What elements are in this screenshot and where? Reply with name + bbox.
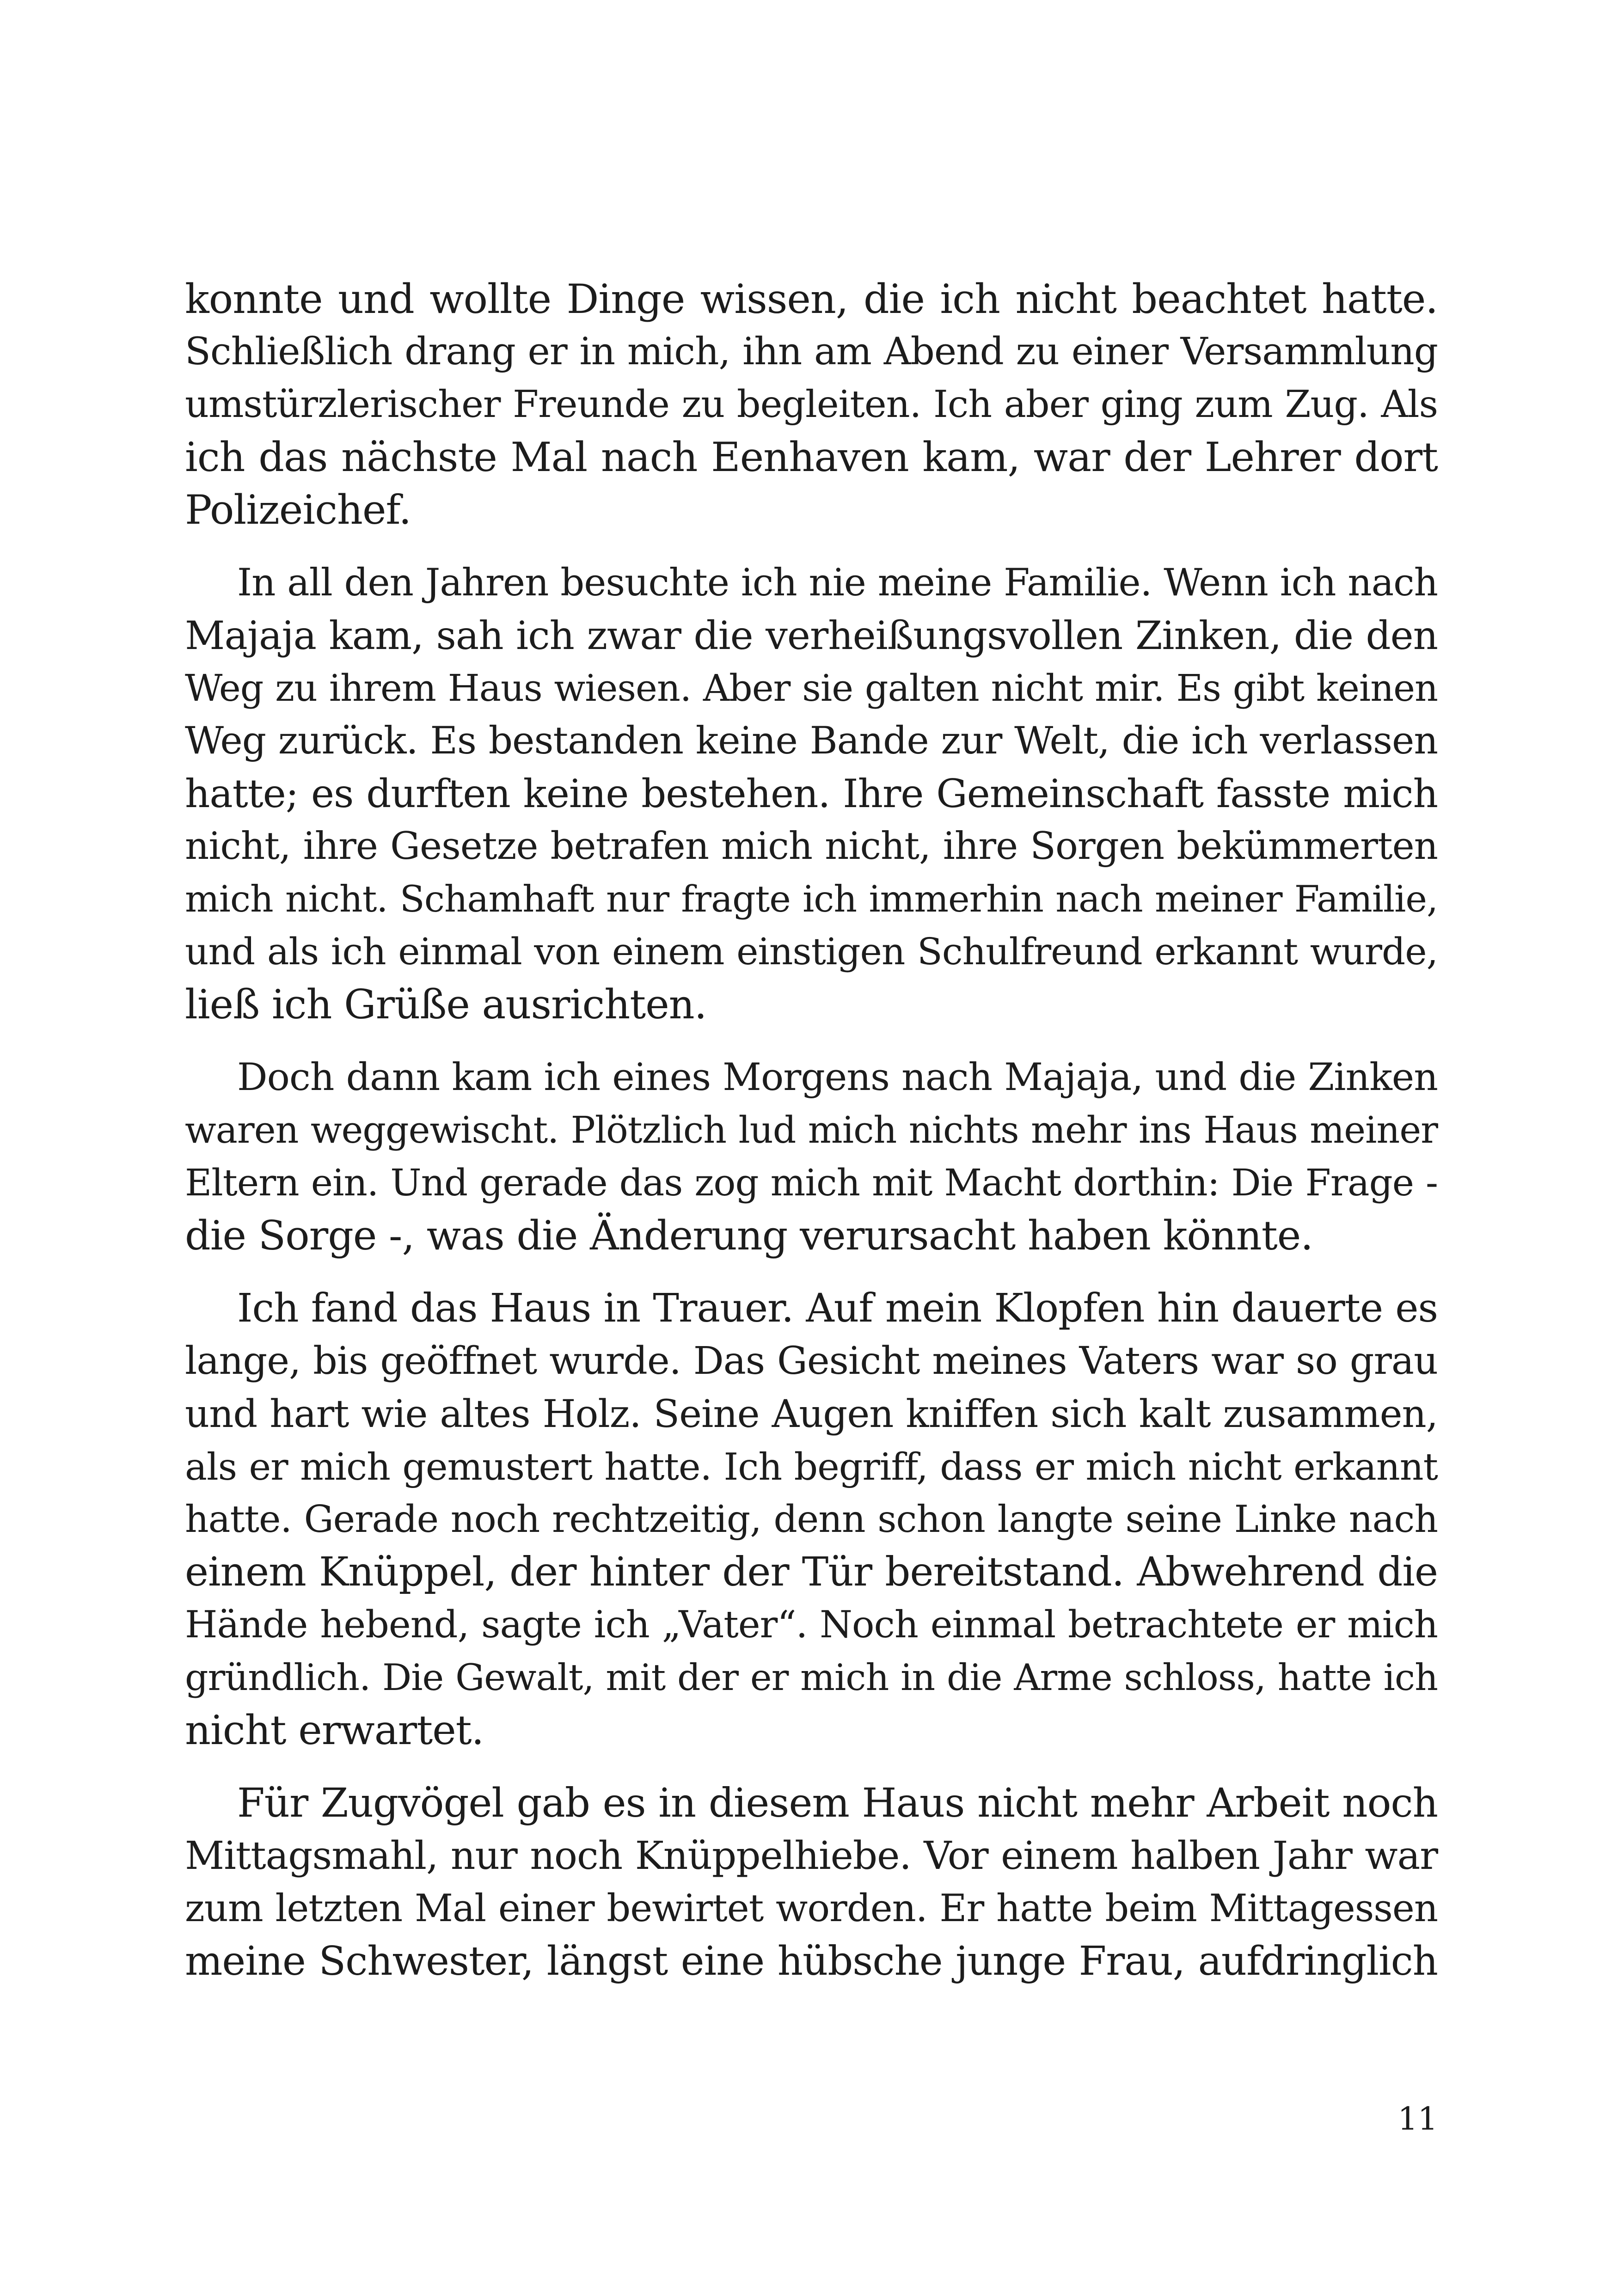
text-line: gründlich. Die Gewalt, mit der er mich in die Arme schloss, hatte ich [185, 1656, 1438, 1699]
text-line: als er mich gemustert hatte. Ich begriff, dass er mich nicht erkannt [185, 1445, 1438, 1488]
text-line: Weg zu ihrem Haus wiesen. Aber sie galten nicht mir. Es gibt keinen [185, 667, 1438, 710]
text-line: konnte und wollte Dinge wissen, die ich nicht beachtet hatte. [185, 276, 1438, 323]
text-line: Schließlich drang er in mich, ihn am Abend zu einer Versammlung [185, 330, 1438, 373]
text-line: hatte. Gerade noch rechtzeitig, denn schon langte seine Linke nach [185, 1498, 1438, 1541]
text-line: Hände hebend, sagte ich „Vater“. Noch einmal betrachtete er mich [185, 1603, 1438, 1647]
text-line: Eltern ein. Und gerade das zog mich mit Macht dorthin: Die Frage - [185, 1161, 1438, 1204]
text-line: waren weggewischt. Plötzlich lud mich nichts mehr ins Haus meiner [185, 1109, 1438, 1151]
paragraph [185, 1051, 1438, 1262]
text-line: Ich fand das Haus in Trauer. Auf mein Klopfen hin dauerte es [237, 1286, 1438, 1331]
text-line: mich nicht. Schamhaft nur fragte ich immerhin nach meiner Familie, [185, 878, 1438, 920]
text-line: ich das nächste Mal nach Eenhaven kam, war der Lehrer dort [185, 434, 1438, 481]
text-line: und hart wie altes Holz. Seine Augen kniffen sich kalt zusammen, [185, 1392, 1438, 1436]
text-line: und als ich einmal von einem einstigen Schulfreund erkannt wurde, [185, 930, 1438, 973]
text-line: nicht erwartet. [185, 1707, 484, 1754]
text-line: In all den Jahren besuchte ich nie meine Familie. Wenn ich nach [237, 561, 1438, 605]
text-line: Majaja kam, sah ich zwar die verheißungsvollen Zinken, die den [185, 613, 1438, 658]
page-number: 11 [1397, 2101, 1438, 2137]
text-line: Für Zugvögel gab es in diesem Haus nicht mehr Arbeit noch [237, 1780, 1438, 1826]
text-line: umstürzlerischer Freunde zu begleiten. Ich aber ging zum Zug. Als [185, 383, 1438, 426]
text-line: ließ ich Grüße ausrichten. [185, 981, 707, 1028]
text-line: hatte; es durften keine bestehen. Ihre Gemeinschaft fasste mich [185, 771, 1438, 816]
text-line: nicht, ihre Gesetze betrafen mich nicht, ihre Sorgen bekümmerten [185, 825, 1438, 868]
text-line: lange, bis geöffnet wurde. Das Gesicht meines Vaters war so grau [185, 1339, 1438, 1383]
text-line: Mittagsmahl, nur noch Knüppelhiebe. Vor einem halben Jahr war [185, 1833, 1438, 1878]
text-line: zum letzten Mal einer bewirtet worden. Er hatte beim Mittagessen [185, 1887, 1438, 1930]
text-line: Weg zurück. Es bestanden keine Bande zur Welt, die ich verlassen [185, 719, 1438, 763]
paragraph [185, 1777, 1438, 1988]
paragraph [185, 1282, 1438, 1757]
text-line: die Sorge -, was die Änderung verursacht haben könnte. [185, 1212, 1313, 1259]
paragraph [185, 273, 1438, 536]
text-line: einem Knüppel, der hinter der Tür bereitstand. Abwehrend die [185, 1549, 1438, 1595]
paragraph [185, 557, 1438, 1031]
text-line: Polizeichef. [185, 486, 411, 533]
text-line: Doch dann kam ich eines Morgens nach Majaja, und die Zinken [237, 1055, 1438, 1099]
text-line: meine Schwester, längst eine hübsche junge Frau, aufdringlich [185, 1938, 1438, 1984]
body-text [185, 273, 1438, 1988]
